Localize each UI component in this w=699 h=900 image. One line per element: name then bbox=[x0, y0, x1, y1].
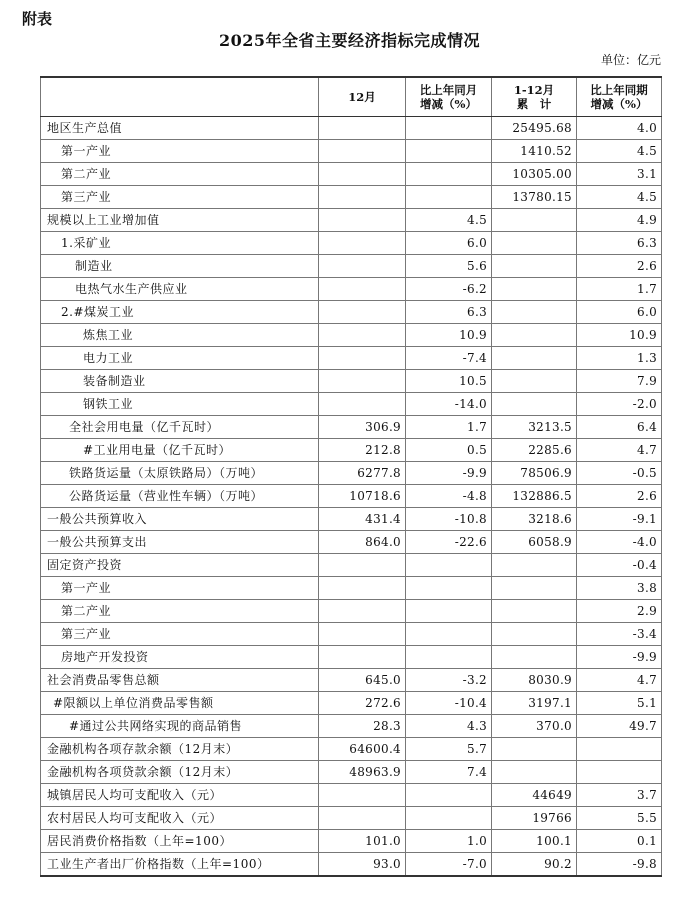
month-value-cell: 306.9 bbox=[319, 416, 406, 439]
month-value-cell bbox=[319, 324, 406, 347]
month-column-header bbox=[319, 77, 406, 117]
cum-growth-cell: 4.5 bbox=[577, 140, 662, 163]
month-growth-cell: -9.9 bbox=[406, 462, 492, 485]
cumulative-value-cell bbox=[492, 278, 577, 301]
month-growth-cell: 4.3 bbox=[406, 715, 492, 738]
cum-growth-cell: -9.1 bbox=[577, 508, 662, 531]
cum-growth-cell: 3.7 bbox=[577, 784, 662, 807]
cum-growth-cell: 6.3 bbox=[577, 232, 662, 255]
month-value-cell bbox=[319, 255, 406, 278]
month-growth-cell: 5.6 bbox=[406, 255, 492, 278]
month-growth-cell bbox=[406, 163, 492, 186]
cum-growth-cell: 7.9 bbox=[577, 370, 662, 393]
month-value-cell bbox=[319, 209, 406, 232]
month-growth-cell: 6.0 bbox=[406, 232, 492, 255]
table-row bbox=[41, 531, 662, 554]
table-row bbox=[41, 600, 662, 623]
indicator-name-cell: 全社会用电量（亿千瓦时） bbox=[41, 416, 319, 439]
cumulative-value-cell: 2285.6 bbox=[492, 439, 577, 462]
table-row bbox=[41, 853, 662, 877]
month-value-cell bbox=[319, 278, 406, 301]
month-value-cell bbox=[319, 140, 406, 163]
cum-growth-cell: 10.9 bbox=[577, 324, 662, 347]
table-row bbox=[41, 439, 662, 462]
month-value-cell: 645.0 bbox=[319, 669, 406, 692]
month-growth-cell: 1.7 bbox=[406, 416, 492, 439]
month-growth-cell bbox=[406, 577, 492, 600]
indicator-name-cell: #工业用电量（亿千瓦时） bbox=[41, 439, 319, 462]
month-growth-cell: 7.4 bbox=[406, 761, 492, 784]
month-header-label: 12月 bbox=[348, 90, 376, 104]
indicator-name-cell: 城镇居民人均可支配收入（元） bbox=[41, 784, 319, 807]
table-row bbox=[41, 577, 662, 600]
cumulative-value-cell: 100.1 bbox=[492, 830, 577, 853]
indicator-name-cell: 固定资产投资 bbox=[41, 554, 319, 577]
indicator-name-cell: 一般公共预算收入 bbox=[41, 508, 319, 531]
indicator-name-cell: 公路货运量（营业性车辆）（万吨） bbox=[41, 485, 319, 508]
table-row bbox=[41, 646, 662, 669]
indicator-name-cell: 农村居民人均可支配收入（元） bbox=[41, 807, 319, 830]
indicator-name-cell: 地区生产总值 bbox=[41, 117, 319, 140]
table-row bbox=[41, 163, 662, 186]
month-growth-cell bbox=[406, 646, 492, 669]
cumulative-value-cell bbox=[492, 301, 577, 324]
month-value-cell: 48963.9 bbox=[319, 761, 406, 784]
indicator-name-cell: 金融机构各项贷款余额（12月末） bbox=[41, 761, 319, 784]
month-value-cell bbox=[319, 600, 406, 623]
cumulative-value-cell: 8030.9 bbox=[492, 669, 577, 692]
cumulative-value-cell bbox=[492, 577, 577, 600]
cumulative-value-cell bbox=[492, 209, 577, 232]
indicator-name-cell: 装备制造业 bbox=[41, 370, 319, 393]
table-row bbox=[41, 324, 662, 347]
page-title: 2025年全省主要经济指标完成情况 bbox=[218, 31, 481, 50]
month-value-cell bbox=[319, 370, 406, 393]
month-growth-cell: 10.5 bbox=[406, 370, 492, 393]
month-growth-cell: -14.0 bbox=[406, 393, 492, 416]
table-row bbox=[41, 715, 662, 738]
month-value-cell bbox=[319, 784, 406, 807]
month-value-cell: 6277.8 bbox=[319, 462, 406, 485]
cum-growth-cell: 2.6 bbox=[577, 485, 662, 508]
indicator-name-cell: 铁路货运量（太原铁路局）（万吨） bbox=[41, 462, 319, 485]
cumulative-value-cell: 19766 bbox=[492, 807, 577, 830]
cum-growth-cell bbox=[577, 738, 662, 761]
cum-growth-cell: 4.7 bbox=[577, 439, 662, 462]
cumulative-value-cell bbox=[492, 761, 577, 784]
cumulative-value-cell bbox=[492, 255, 577, 278]
cumulative-value-cell: 13780.15 bbox=[492, 186, 577, 209]
month-growth-cell bbox=[406, 140, 492, 163]
cumulative-value-cell: 3197.1 bbox=[492, 692, 577, 715]
month-value-cell: 93.0 bbox=[319, 853, 406, 877]
cumulative-value-cell bbox=[492, 623, 577, 646]
cum-growth-column-header bbox=[577, 77, 662, 117]
cum-growth-cell: 6.0 bbox=[577, 301, 662, 324]
cumulative-value-cell bbox=[492, 738, 577, 761]
indicator-name-cell: 房地产开发投资 bbox=[41, 646, 319, 669]
cum-growth-cell: 3.8 bbox=[577, 577, 662, 600]
month-growth-cell: 4.5 bbox=[406, 209, 492, 232]
cum-growth-cell bbox=[577, 761, 662, 784]
table-row bbox=[41, 692, 662, 715]
cum-growth-cell: -0.5 bbox=[577, 462, 662, 485]
cumulative-value-cell: 1410.52 bbox=[492, 140, 577, 163]
month-growth-cell bbox=[406, 117, 492, 140]
indicator-name-cell: 第三产业 bbox=[41, 186, 319, 209]
month-value-cell bbox=[319, 646, 406, 669]
month-growth-cell: -7.0 bbox=[406, 853, 492, 877]
cum-growth-cell: 1.7 bbox=[577, 278, 662, 301]
indicator-name-cell: 社会消费品零售总额 bbox=[41, 669, 319, 692]
table-row bbox=[41, 186, 662, 209]
cumulative-value-cell bbox=[492, 554, 577, 577]
month-value-cell: 212.8 bbox=[319, 439, 406, 462]
month-value-cell bbox=[319, 577, 406, 600]
cumulative-value-cell: 132886.5 bbox=[492, 485, 577, 508]
cum-growth-cell: 49.7 bbox=[577, 715, 662, 738]
month-growth-cell: 1.0 bbox=[406, 830, 492, 853]
month-growth-cell: -22.6 bbox=[406, 531, 492, 554]
cumulative-value-cell bbox=[492, 347, 577, 370]
table-row bbox=[41, 784, 662, 807]
indicator-name-cell: 钢铁工业 bbox=[41, 393, 319, 416]
table-row bbox=[41, 232, 662, 255]
indicator-name-cell: 第一产业 bbox=[41, 577, 319, 600]
cum-growth-cell: 5.5 bbox=[577, 807, 662, 830]
indicator-name-cell: 制造业 bbox=[41, 255, 319, 278]
cumulative-value-cell bbox=[492, 370, 577, 393]
cumulative-value-cell bbox=[492, 393, 577, 416]
month-value-cell bbox=[319, 623, 406, 646]
month-growth-column-header bbox=[406, 77, 492, 117]
cumulative-header-line1: 1-12月 bbox=[513, 83, 555, 97]
table-row bbox=[41, 209, 662, 232]
cumulative-value-cell: 370.0 bbox=[492, 715, 577, 738]
month-growth-cell bbox=[406, 554, 492, 577]
month-growth-header-line1: 比上年同月 bbox=[419, 83, 478, 97]
month-value-cell bbox=[319, 232, 406, 255]
table-body bbox=[41, 117, 662, 877]
month-value-cell bbox=[319, 347, 406, 370]
table-row bbox=[41, 807, 662, 830]
cum-growth-header-line1: 比上年同期 bbox=[590, 83, 648, 97]
cumulative-value-cell: 6058.9 bbox=[492, 531, 577, 554]
month-value-cell: 864.0 bbox=[319, 531, 406, 554]
cumulative-value-cell: 44649 bbox=[492, 784, 577, 807]
month-value-cell: 28.3 bbox=[319, 715, 406, 738]
cum-growth-cell: 4.0 bbox=[577, 117, 662, 140]
indicator-name-cell: 规模以上工业增加值 bbox=[41, 209, 319, 232]
cumulative-value-cell: 25495.68 bbox=[492, 117, 577, 140]
cumulative-header-line2: 累 计 bbox=[516, 97, 552, 111]
table-row bbox=[41, 416, 662, 439]
indicator-name-cell: 炼焦工业 bbox=[41, 324, 319, 347]
indicator-name-cell: #通过公共网络实现的商品销售 bbox=[41, 715, 319, 738]
table-row bbox=[41, 623, 662, 646]
month-value-cell bbox=[319, 301, 406, 324]
indicator-name-cell: 第一产业 bbox=[41, 140, 319, 163]
month-growth-cell: -3.2 bbox=[406, 669, 492, 692]
month-growth-cell bbox=[406, 807, 492, 830]
month-growth-header-line2: 增减（%） bbox=[420, 97, 477, 111]
month-growth-cell bbox=[406, 623, 492, 646]
indicator-name-cell: 第二产业 bbox=[41, 163, 319, 186]
cum-growth-cell: 6.4 bbox=[577, 416, 662, 439]
table-row bbox=[41, 738, 662, 761]
cumulative-value-cell: 90.2 bbox=[492, 853, 577, 877]
cum-growth-cell: 2.6 bbox=[577, 255, 662, 278]
month-growth-cell: -10.4 bbox=[406, 692, 492, 715]
table-row bbox=[41, 554, 662, 577]
cum-growth-header-line2: 增减（%） bbox=[590, 97, 648, 111]
cum-growth-cell: -0.4 bbox=[577, 554, 662, 577]
month-value-cell: 10718.6 bbox=[319, 485, 406, 508]
cumulative-value-cell: 3218.6 bbox=[492, 508, 577, 531]
table-row bbox=[41, 117, 662, 140]
appendix-label: 附表 bbox=[22, 10, 53, 28]
table-row bbox=[41, 669, 662, 692]
cum-growth-cell: -9.8 bbox=[577, 853, 662, 877]
month-growth-cell: -6.2 bbox=[406, 278, 492, 301]
table-row bbox=[41, 485, 662, 508]
indicator-name-cell: 第二产业 bbox=[41, 600, 319, 623]
cum-growth-cell: -9.9 bbox=[577, 646, 662, 669]
cum-growth-cell: 4.9 bbox=[577, 209, 662, 232]
indicator-name-cell: 一般公共预算支出 bbox=[41, 531, 319, 554]
cum-growth-cell: -4.0 bbox=[577, 531, 662, 554]
table-row bbox=[41, 393, 662, 416]
month-value-cell bbox=[319, 163, 406, 186]
cum-growth-cell: -3.4 bbox=[577, 623, 662, 646]
month-growth-cell: 10.9 bbox=[406, 324, 492, 347]
cum-growth-cell: 0.1 bbox=[577, 830, 662, 853]
month-value-cell bbox=[319, 117, 406, 140]
month-value-cell bbox=[319, 186, 406, 209]
cumulative-value-cell bbox=[492, 646, 577, 669]
month-growth-cell: 6.3 bbox=[406, 301, 492, 324]
month-value-cell: 272.6 bbox=[319, 692, 406, 715]
indicator-name-cell: 居民消费价格指数（上年=100） bbox=[41, 830, 319, 853]
table-row bbox=[41, 255, 662, 278]
table-row bbox=[41, 370, 662, 393]
month-value-cell: 431.4 bbox=[319, 508, 406, 531]
cum-growth-cell: 4.7 bbox=[577, 669, 662, 692]
month-value-cell bbox=[319, 393, 406, 416]
unit-label: 单位：亿元 bbox=[600, 53, 661, 67]
indicator-name-cell: 金融机构各项存款余额（12月末） bbox=[41, 738, 319, 761]
table-row bbox=[41, 462, 662, 485]
month-growth-cell bbox=[406, 784, 492, 807]
cum-growth-cell: 5.1 bbox=[577, 692, 662, 715]
cumulative-column-header bbox=[492, 77, 577, 117]
table-header-row bbox=[41, 77, 662, 117]
cumulative-value-cell: 3213.5 bbox=[492, 416, 577, 439]
table-row bbox=[41, 140, 662, 163]
table-row bbox=[41, 278, 662, 301]
month-growth-cell: 5.7 bbox=[406, 738, 492, 761]
month-value-cell: 64600.4 bbox=[319, 738, 406, 761]
cum-growth-cell: 2.9 bbox=[577, 600, 662, 623]
month-value-cell bbox=[319, 807, 406, 830]
month-growth-cell: 0.5 bbox=[406, 439, 492, 462]
cumulative-value-cell bbox=[492, 600, 577, 623]
indicator-name-cell: 第三产业 bbox=[41, 623, 319, 646]
month-value-cell: 101.0 bbox=[319, 830, 406, 853]
month-growth-cell: -7.4 bbox=[406, 347, 492, 370]
cumulative-value-cell bbox=[492, 232, 577, 255]
indicator-name-cell: 1.采矿业 bbox=[41, 232, 319, 255]
cumulative-value-cell: 10305.00 bbox=[492, 163, 577, 186]
indicator-name-cell: 电热气水生产供应业 bbox=[41, 278, 319, 301]
table-row bbox=[41, 508, 662, 531]
cum-growth-cell: 4.5 bbox=[577, 186, 662, 209]
cum-growth-cell: 3.1 bbox=[577, 163, 662, 186]
cum-growth-cell: 1.3 bbox=[577, 347, 662, 370]
indicator-name-cell: 电力工业 bbox=[41, 347, 319, 370]
month-growth-cell: -10.8 bbox=[406, 508, 492, 531]
indicator-table bbox=[40, 76, 662, 877]
table-row bbox=[41, 301, 662, 324]
cumulative-value-cell bbox=[492, 324, 577, 347]
table-row bbox=[41, 830, 662, 853]
indicator-column-header bbox=[41, 77, 319, 117]
indicator-name-cell: 工业生产者出厂价格指数（上年=100） bbox=[41, 853, 319, 877]
indicator-name-cell: 2.#煤炭工业 bbox=[41, 301, 319, 324]
table-row bbox=[41, 347, 662, 370]
cumulative-value-cell: 78506.9 bbox=[492, 462, 577, 485]
table-row bbox=[41, 761, 662, 784]
indicator-name-cell: #限额以上单位消费品零售额 bbox=[41, 692, 319, 715]
month-growth-cell: -4.8 bbox=[406, 485, 492, 508]
month-growth-cell bbox=[406, 186, 492, 209]
month-growth-cell bbox=[406, 600, 492, 623]
cum-growth-cell: -2.0 bbox=[577, 393, 662, 416]
month-value-cell bbox=[319, 554, 406, 577]
